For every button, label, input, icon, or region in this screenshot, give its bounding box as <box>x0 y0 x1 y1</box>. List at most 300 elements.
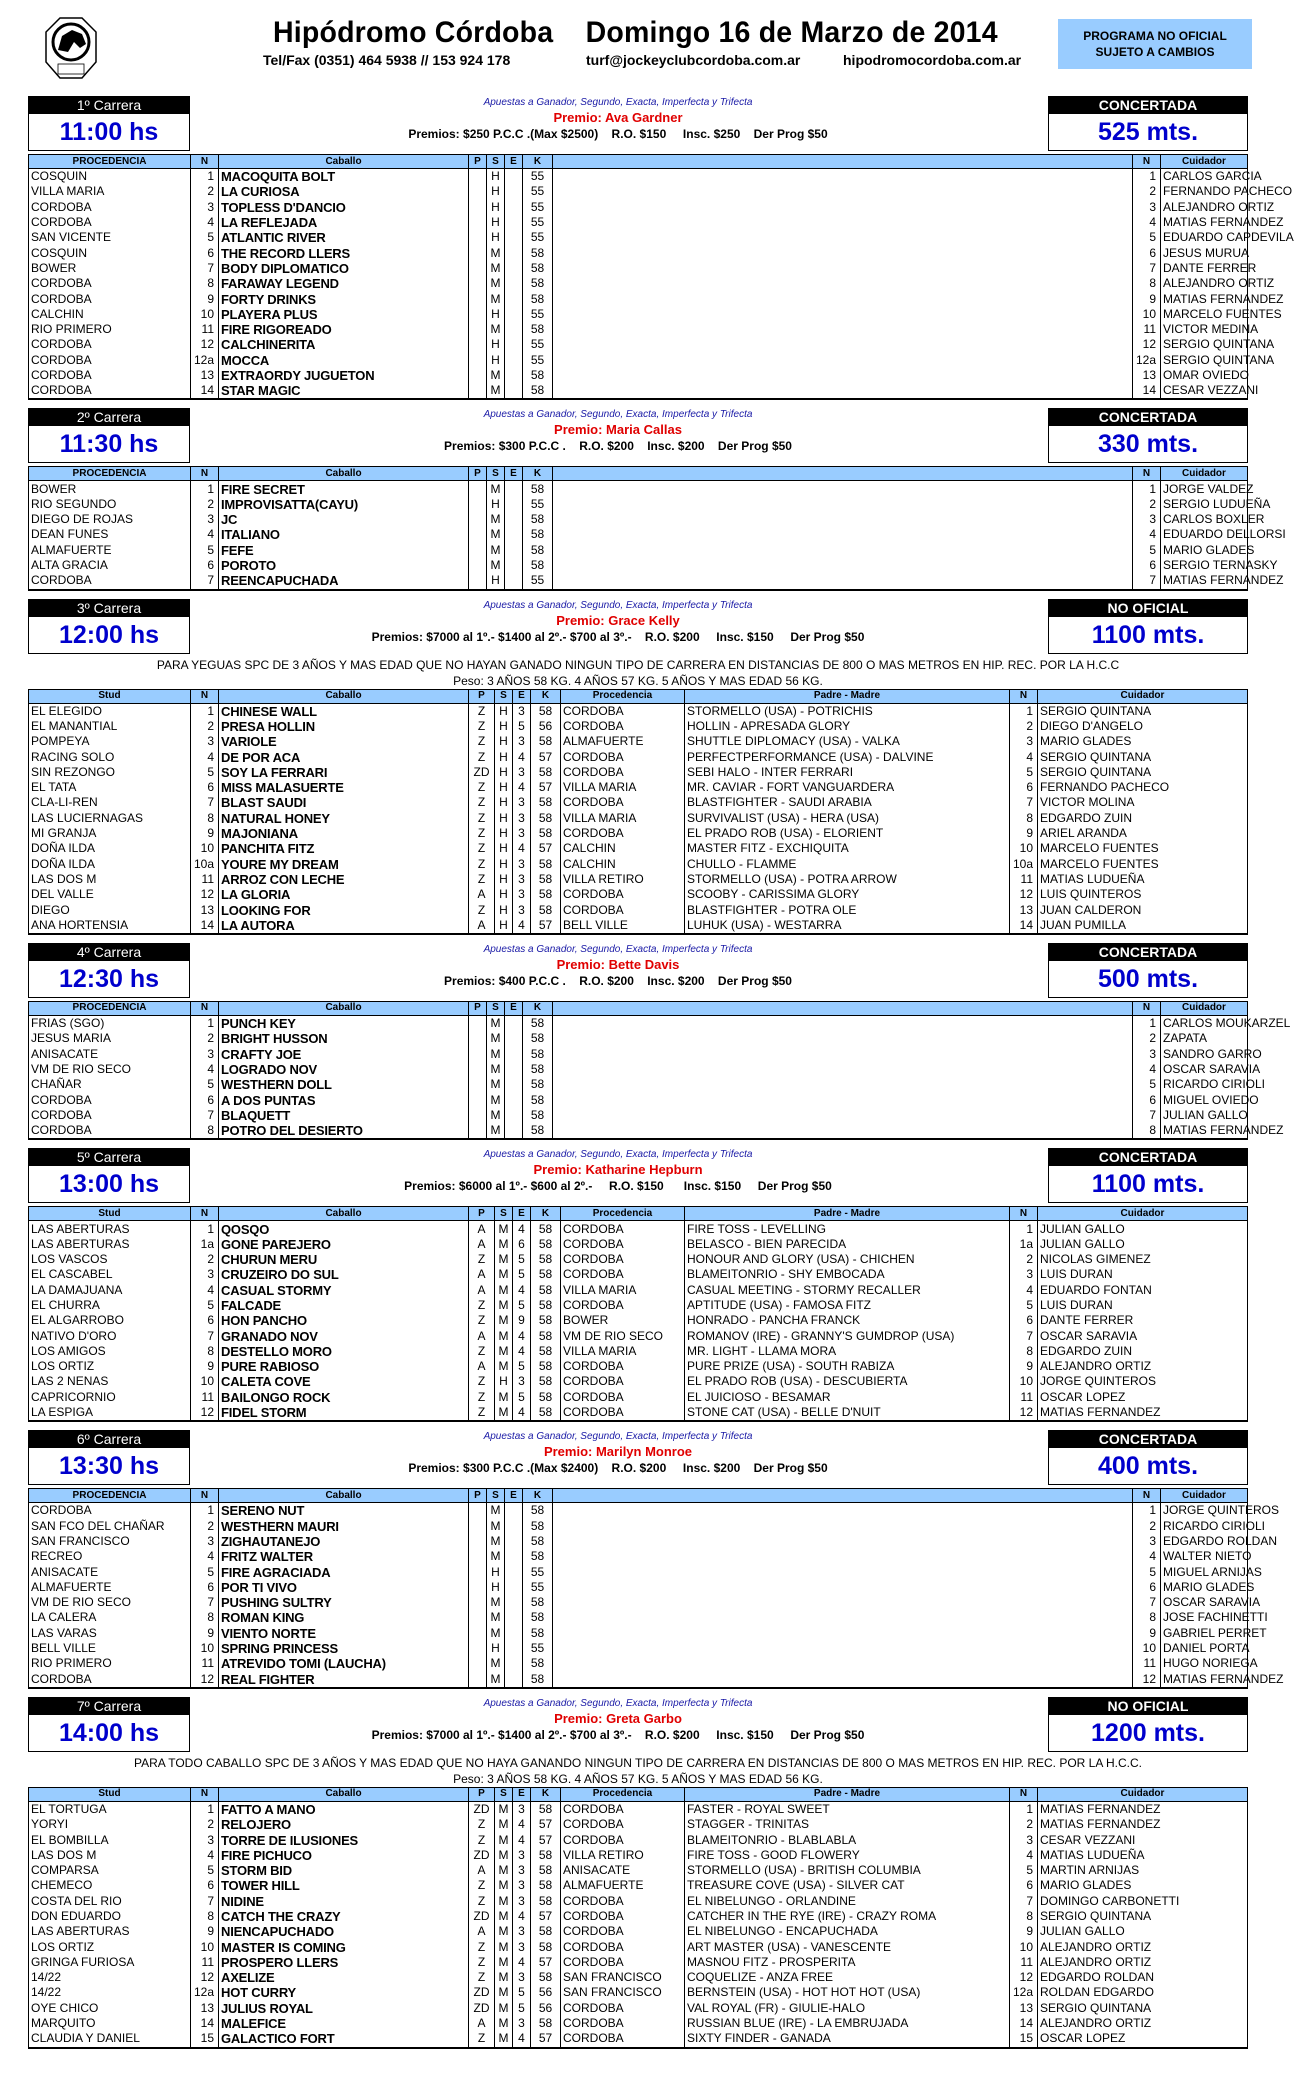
trainer-number: 5 <box>1133 543 1161 558</box>
weight-kg: 58 <box>523 261 553 276</box>
table-row[interactable] <box>29 1626 1248 1641</box>
table-row[interactable] <box>29 573 1248 589</box>
weight-kg: 58 <box>531 1298 561 1313</box>
horse-name: FIRE RIGOREADO <box>219 322 469 337</box>
column-header: Caballo <box>219 1489 469 1503</box>
sire-dam: RUSSIAN BLUE (IRE) - LA EMBRUJADA <box>685 2016 1010 2031</box>
weight-class <box>469 1671 487 1687</box>
trainer-name: JUAN PUMILLA <box>1038 918 1248 934</box>
table-row[interactable] <box>29 1405 1248 1421</box>
table-row[interactable] <box>29 383 1248 399</box>
stud-name: LOS ORTIZ <box>29 1359 191 1374</box>
bet-types: Apuestas a Ganador, Segundo, Exacta, Imperfecta y Trifecta <box>483 1431 753 1443</box>
blank-cell <box>553 1534 1133 1549</box>
race-prizes: Premios: $7000 al 1º.- $1400 al 2º.- $700 al 3º.- R.O. $200 Insc. $150 Der Prog $50 <box>371 629 865 644</box>
table-row[interactable] <box>29 1641 1248 1656</box>
weight-class: A <box>469 2016 495 2031</box>
trainer-name: MATIAS FERNANDEZ <box>1161 1671 1248 1687</box>
weight-kg: 58 <box>531 1801 561 1817</box>
runner-number: 2 <box>191 1817 219 1832</box>
table-row[interactable] <box>29 1298 1248 1313</box>
table-row[interactable] <box>29 2001 1248 2016</box>
trainer-number: 5 <box>1010 1863 1038 1878</box>
table-row[interactable] <box>29 1985 1248 2000</box>
origin: CORDOBA <box>29 200 191 215</box>
trainer-name: SERGIO QUINTANA <box>1038 2001 1248 2016</box>
table-row[interactable] <box>29 1610 1248 1625</box>
weight-class <box>469 276 487 291</box>
sire-dam: STONE CAT (USA) - BELLE D'NUIT <box>685 1405 1010 1421</box>
blank-cell <box>553 169 1133 185</box>
sex: M <box>487 1108 505 1123</box>
origin: CORDOBA <box>29 383 191 399</box>
table-row[interactable] <box>29 1894 1248 1909</box>
table-row[interactable] <box>29 1519 1248 1534</box>
trainer-name: MARCELO FUENTES <box>1038 841 1248 856</box>
sex: M <box>495 1298 513 1313</box>
weight-kg: 58 <box>531 1405 561 1421</box>
origin: CORDOBA <box>29 1092 191 1107</box>
horse-name: RELOJERO <box>219 1817 469 1832</box>
column-header: Cuidador <box>1038 1207 1248 1221</box>
weight-class: Z <box>469 2031 495 2047</box>
table-row[interactable] <box>29 1595 1248 1610</box>
horse-name: A DOS PUNTAS <box>219 1092 469 1107</box>
sex: H <box>495 719 513 734</box>
table-row[interactable] <box>29 322 1248 337</box>
horse-name: ROMAN KING <box>219 1610 469 1625</box>
table-row[interactable] <box>29 291 1248 306</box>
weight-kg: 58 <box>523 1092 553 1107</box>
table-row[interactable] <box>29 1015 1248 1031</box>
race-status: NO OFICIAL <box>1049 600 1247 617</box>
trainer-name: VICTOR MOLINA <box>1038 795 1248 810</box>
age: 4 <box>513 2031 531 2047</box>
table-row[interactable] <box>29 1878 1248 1893</box>
table-row[interactable] <box>29 1328 1248 1343</box>
column-header: Padre - Madre <box>685 689 1010 703</box>
table-row[interactable] <box>29 527 1248 542</box>
table-row[interactable] <box>29 1077 1248 1092</box>
race-prize-name: Premio: Bette Davis <box>556 956 680 972</box>
race-time: 12:00 hs <box>58 620 160 649</box>
table-header-row <box>29 1787 1248 1801</box>
table-row[interactable] <box>29 558 1248 573</box>
weight-kg: 58 <box>531 902 561 917</box>
column-header: N <box>1010 1207 1038 1221</box>
table-row[interactable] <box>29 902 1248 917</box>
trainer-number: 7 <box>1010 1894 1038 1909</box>
sex: M <box>495 1405 513 1421</box>
table-row[interactable] <box>29 1344 1248 1359</box>
age <box>505 383 523 399</box>
horse-name: ZIGHAUTANEJO <box>219 1534 469 1549</box>
race-weights: Peso: 3 AÑOS 58 KG. 4 AÑOS 57 KG. 5 AÑOS Y MAS EDAD 56 KG. <box>453 673 823 688</box>
table-row[interactable] <box>29 543 1248 558</box>
table-row[interactable] <box>29 245 1248 260</box>
stud-name: LOS ORTIZ <box>29 1939 191 1954</box>
table-row[interactable] <box>29 703 1248 719</box>
table-row[interactable] <box>29 1221 1248 1237</box>
weight-class: A <box>469 1359 495 1374</box>
weight-kg: 57 <box>531 749 561 764</box>
table-row[interactable] <box>29 1817 1248 1832</box>
trainer-name: OSCAR LOPEZ <box>1038 1390 1248 1405</box>
weight-class: Z <box>469 857 495 872</box>
origin: CORDOBA <box>29 368 191 383</box>
table-row[interactable] <box>29 1832 1248 1847</box>
blank-cell <box>553 322 1133 337</box>
race-time: 11:00 hs <box>59 118 159 146</box>
table-header-row <box>29 1489 1248 1503</box>
origin: SAN FCO DEL CHAÑAR <box>29 1519 191 1534</box>
table-row[interactable] <box>29 353 1248 368</box>
sire-dam: LUHUK (USA) - WESTARRA <box>685 918 1010 934</box>
trainer-number: 6 <box>1010 780 1038 795</box>
table-row[interactable] <box>29 1267 1248 1282</box>
weight-kg: 58 <box>531 1863 561 1878</box>
bet-types: Apuestas a Ganador, Segundo, Exacta, Imperfecta y Trifecta <box>483 943 753 955</box>
age <box>505 558 523 573</box>
race-distance: 525 mts. <box>1097 118 1199 146</box>
horse-name: CATCH THE CRAZY <box>219 1909 469 1924</box>
trainer-name: HUGO NORIEGA <box>1161 1656 1248 1671</box>
sex: M <box>495 1832 513 1847</box>
age <box>505 276 523 291</box>
horse-name: NIDINE <box>219 1894 469 1909</box>
origin: CORDOBA <box>561 2031 685 2047</box>
runners-table <box>28 1488 1284 1689</box>
sire-dam: HONRADO - PANCHA FRANCK <box>685 1313 1010 1328</box>
table-row[interactable] <box>29 1313 1248 1328</box>
origin: CALCHIN <box>561 841 685 856</box>
age: 3 <box>513 857 531 872</box>
sex: H <box>495 1374 513 1389</box>
weight-class: Z <box>469 1817 495 1832</box>
trainer-number: 6 <box>1010 1313 1038 1328</box>
table-row[interactable] <box>29 2031 1248 2047</box>
table-row[interactable] <box>29 1047 1248 1062</box>
weight-kg: 58 <box>523 1077 553 1092</box>
age: 3 <box>513 1970 531 1985</box>
origin: DIEGO DE ROJAS <box>29 512 191 527</box>
table-row[interactable] <box>29 1909 1248 1924</box>
age: 3 <box>513 703 531 719</box>
table-row[interactable] <box>29 1671 1248 1687</box>
table-row[interactable] <box>29 719 1248 734</box>
trainer-name: LUIS QUINTEROS <box>1038 887 1248 902</box>
blank-cell <box>553 1641 1133 1656</box>
runner-number: 10 <box>191 307 219 322</box>
weight-class <box>469 1564 487 1579</box>
column-header: N <box>191 1489 219 1503</box>
trainer-number: 1 <box>1133 1503 1161 1519</box>
age <box>505 1595 523 1610</box>
stud-name: DOÑA ILDA <box>29 841 191 856</box>
blank-cell <box>553 200 1133 215</box>
origin: CORDOBA <box>561 887 685 902</box>
table-row[interactable] <box>29 1503 1248 1519</box>
table-row[interactable] <box>29 261 1248 276</box>
origin: RIO SEGUNDO <box>29 497 191 512</box>
blank-cell <box>553 184 1133 199</box>
trainer-name: JOSE FACHINETTI <box>1161 1610 1248 1625</box>
table-row[interactable] <box>29 765 1248 780</box>
horse-name: STORM BID <box>219 1863 469 1878</box>
table-row[interactable] <box>29 1549 1248 1564</box>
weight-class <box>469 512 487 527</box>
stud-name: ANA HORTENSIA <box>29 918 191 934</box>
origin: CORDOBA <box>561 1955 685 1970</box>
age <box>505 1108 523 1123</box>
trainer-number: 5 <box>1133 1564 1161 1579</box>
table-row[interactable] <box>29 1534 1248 1549</box>
column-header: E <box>505 155 523 169</box>
table-row[interactable] <box>29 337 1248 352</box>
weight-kg: 55 <box>523 337 553 352</box>
weight-kg: 58 <box>523 1503 553 1519</box>
horse-name: CALCHINERITA <box>219 337 469 352</box>
table-row[interactable] <box>29 1564 1248 1579</box>
table-row[interactable] <box>29 872 1248 887</box>
table-row[interactable] <box>29 795 1248 810</box>
race-conditions: PARA TODO CABALLO SPC DE 3 AÑOS Y MAS EDAD QUE NO HAYA GANANDO NINGUN TIPO DE CARRERA EN DISTANCIAS DE 800 O MAS METROS EN HIP. REC. POR LA H.C.C. <box>133 1755 1143 1770</box>
age: 3 <box>513 1894 531 1909</box>
horse-name: AXELIZE <box>219 1970 469 1985</box>
column-header: E <box>513 1787 531 1801</box>
runner-number: 9 <box>191 1626 219 1641</box>
stud-name: CAPRICORNIO <box>29 1390 191 1405</box>
blank-cell <box>553 512 1133 527</box>
table-row[interactable] <box>29 1924 1248 1939</box>
table-row[interactable] <box>29 1656 1248 1671</box>
trainer-number: 5 <box>1010 1298 1038 1313</box>
table-header-row <box>29 155 1248 169</box>
sire-dam: PURE PRIZE (USA) - SOUTH RABIZA <box>685 1359 1010 1374</box>
race-number: 3º Carrera <box>29 600 189 617</box>
table-row[interactable] <box>29 780 1248 795</box>
trainer-name: SERGIO TERNASKY <box>1161 558 1248 573</box>
trainer-number: 12a <box>1133 353 1161 368</box>
race-number-box <box>28 1697 190 1752</box>
stud-name: LOS AMIGOS <box>29 1344 191 1359</box>
sex: H <box>487 1580 505 1595</box>
sex: M <box>487 512 505 527</box>
stud-name: CLA-LI-REN <box>29 795 191 810</box>
trainer-name: MATIAS FERNANDEZ <box>1161 215 1248 230</box>
sex: H <box>495 826 513 841</box>
race-section <box>28 1697 1248 2049</box>
origin: ALMAFUERTE <box>561 734 685 749</box>
trainer-number: 8 <box>1133 1123 1161 1139</box>
age <box>505 261 523 276</box>
runner-number: 8 <box>191 1344 219 1359</box>
trainer-name: OMAR OVIEDO <box>1161 368 1248 383</box>
weight-class <box>469 184 487 199</box>
weight-kg: 58 <box>523 512 553 527</box>
age <box>505 1641 523 1656</box>
runner-number: 4 <box>191 1283 219 1298</box>
blank-cell <box>553 291 1133 306</box>
table-row[interactable] <box>29 1092 1248 1107</box>
race-time: 13:00 hs <box>58 1170 160 1199</box>
table-row[interactable] <box>29 276 1248 291</box>
weight-class: Z <box>469 1298 495 1313</box>
origin: CORDOBA <box>561 1298 685 1313</box>
table-row[interactable] <box>29 215 1248 230</box>
origin: ANISACATE <box>29 1564 191 1579</box>
age <box>505 543 523 558</box>
stud-name: EL ELEGIDO <box>29 703 191 719</box>
trainer-name: EDGARDO ZUIN <box>1038 811 1248 826</box>
blank-cell <box>553 1015 1133 1031</box>
origin: CORDOBA <box>561 1237 685 1252</box>
table-row[interactable] <box>29 1848 1248 1863</box>
origin: SAN FRANCISCO <box>561 1970 685 1985</box>
trainer-number: 2 <box>1133 1519 1161 1534</box>
table-row[interactable] <box>29 1970 1248 1985</box>
table-row[interactable] <box>29 1237 1248 1252</box>
origin: COSQUIN <box>29 245 191 260</box>
age <box>505 573 523 589</box>
age <box>505 1534 523 1549</box>
race-info <box>198 408 1038 455</box>
bet-types: Apuestas a Ganador, Segundo, Exacta, Imperfecta y Trifecta <box>483 1149 753 1161</box>
table-row[interactable] <box>29 749 1248 764</box>
race-number: 2º Carrera <box>29 409 189 426</box>
table-row[interactable] <box>29 811 1248 826</box>
horse-name: GONE PAREJERO <box>219 1237 469 1252</box>
table-row[interactable] <box>29 1031 1248 1046</box>
table-row[interactable] <box>29 184 1248 199</box>
trainer-name: ARIEL ARANDA <box>1038 826 1248 841</box>
age: 5 <box>513 1252 531 1267</box>
horse-name: FARAWAY LEGEND <box>219 276 469 291</box>
table-row[interactable] <box>29 512 1248 527</box>
weight-kg: 57 <box>531 2031 561 2047</box>
trainer-number: 1a <box>1010 1237 1038 1252</box>
trainer-name: FERNANDO PACHECO <box>1161 184 1248 199</box>
table-row[interactable] <box>29 918 1248 934</box>
table-row[interactable] <box>29 1062 1248 1077</box>
horse-name: PLAYERA PLUS <box>219 307 469 322</box>
weight-kg: 58 <box>523 1671 553 1687</box>
table-row[interactable] <box>29 481 1248 497</box>
trainer-name: ALEJANDRO ORTIZ <box>1038 1939 1248 1954</box>
origin: VILLA MARIA <box>561 811 685 826</box>
trainer-number: 7 <box>1010 1328 1038 1343</box>
sex: M <box>487 527 505 542</box>
origin: BELL VILLE <box>561 918 685 934</box>
sex: H <box>495 734 513 749</box>
blank-cell <box>553 1549 1133 1564</box>
horse-name: GRANADO NOV <box>219 1328 469 1343</box>
weight-class: Z <box>469 1405 495 1421</box>
horse-name: MALEFICE <box>219 2016 469 2031</box>
table-row[interactable] <box>29 1108 1248 1123</box>
email-link[interactable]: turf@jockeyclubcordoba.com.ar <box>586 52 801 68</box>
weight-class: Z <box>469 749 495 764</box>
horse-name: POR TI VIVO <box>219 1580 469 1595</box>
sex: H <box>495 872 513 887</box>
table-row[interactable] <box>29 826 1248 841</box>
table-row[interactable] <box>29 1939 1248 1954</box>
weight-kg: 58 <box>523 1047 553 1062</box>
horse-name: CALETA COVE <box>219 1374 469 1389</box>
runner-number: 8 <box>191 276 219 291</box>
table-row[interactable] <box>29 1863 1248 1878</box>
horse-name: NATURAL HONEY <box>219 811 469 826</box>
origin: CORDOBA <box>29 215 191 230</box>
age: 3 <box>513 887 531 902</box>
table-row[interactable] <box>29 1123 1248 1139</box>
weight-class: Z <box>469 703 495 719</box>
age <box>505 184 523 199</box>
stud-name: COSTA DEL RIO <box>29 1894 191 1909</box>
table-row[interactable] <box>29 887 1248 902</box>
table-row[interactable] <box>29 1955 1248 1970</box>
table-row[interactable] <box>29 2016 1248 2031</box>
table-row[interactable] <box>29 230 1248 245</box>
table-row[interactable] <box>29 841 1248 856</box>
horse-name: LOOKING FOR <box>219 902 469 917</box>
table-row[interactable] <box>29 857 1248 872</box>
trainer-number: 3 <box>1133 512 1161 527</box>
origin: CORDOBA <box>561 1267 685 1282</box>
table-row[interactable] <box>29 1374 1248 1389</box>
race-distance: 400 mts. <box>1097 1452 1199 1481</box>
table-row[interactable] <box>29 1801 1248 1817</box>
table-row[interactable] <box>29 734 1248 749</box>
sex: M <box>495 2001 513 2016</box>
origin: ALMAFUERTE <box>29 1580 191 1595</box>
table-row[interactable] <box>29 497 1248 512</box>
runner-number: 12 <box>191 1405 219 1421</box>
runner-number: 6 <box>191 1313 219 1328</box>
weight-class <box>469 1092 487 1107</box>
trainer-name: JULIAN GALLO <box>1038 1237 1248 1252</box>
table-row[interactable] <box>29 1359 1248 1374</box>
table-row[interactable] <box>29 1390 1248 1405</box>
table-row[interactable] <box>29 169 1248 185</box>
weight-kg: 58 <box>523 291 553 306</box>
runner-number: 2 <box>191 497 219 512</box>
horse-name: PRESA HOLLIN <box>219 719 469 734</box>
weight-class <box>469 169 487 185</box>
table-row[interactable] <box>29 200 1248 215</box>
horse-name: TOWER HILL <box>219 1878 469 1893</box>
race-info <box>198 943 1038 990</box>
stud-name: RACING SOLO <box>29 749 191 764</box>
trainer-number: 4 <box>1010 1283 1038 1298</box>
column-header: K <box>523 467 553 481</box>
weight-kg: 57 <box>531 780 561 795</box>
table-row[interactable] <box>29 1283 1248 1298</box>
sex: H <box>495 857 513 872</box>
horse-name: POTRO DEL DESIERTO <box>219 1123 469 1139</box>
weight-class: Z <box>469 841 495 856</box>
age <box>505 215 523 230</box>
weight-class: ZD <box>469 1985 495 2000</box>
website-link[interactable]: hipodromocordoba.com.ar <box>843 52 1022 68</box>
table-row[interactable] <box>29 307 1248 322</box>
table-row[interactable] <box>29 1252 1248 1267</box>
table-row[interactable] <box>29 1580 1248 1595</box>
table-row[interactable] <box>29 368 1248 383</box>
origin: CORDOBA <box>561 902 685 917</box>
trainer-number: 2 <box>1010 1817 1038 1832</box>
age: 4 <box>513 780 531 795</box>
